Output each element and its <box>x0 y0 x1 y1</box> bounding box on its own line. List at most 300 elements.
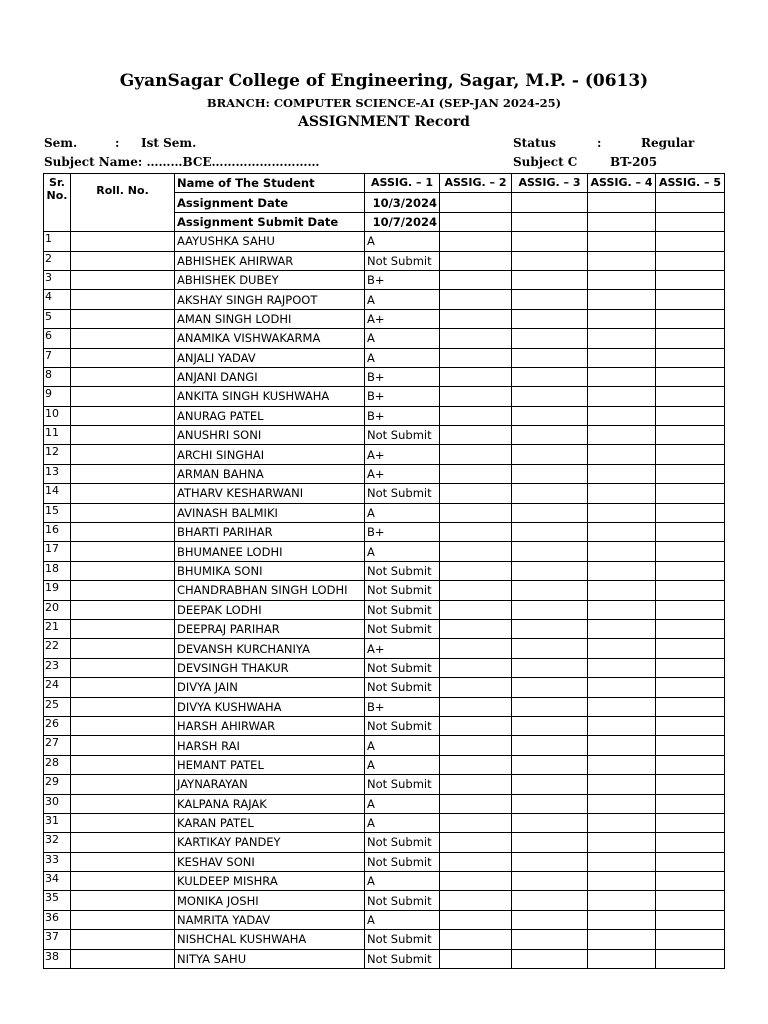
assig-1-grade-cell: B+ <box>365 697 440 716</box>
roll-no-cell <box>71 329 175 348</box>
assig-5-grade-cell <box>656 930 725 949</box>
assig-1-grade-cell: Not Submit <box>365 251 440 270</box>
table-row <box>44 251 725 270</box>
assig-3-grade-cell <box>512 542 588 561</box>
assignment-date-5 <box>656 193 725 212</box>
sr-no-cell: 9 <box>44 387 71 406</box>
student-name-cell: ABHISHEK AHIRWAR <box>175 251 365 270</box>
student-name-cell: HEMANT PATEL <box>175 755 365 774</box>
student-name-cell: DEEPAK LODHI <box>175 600 365 619</box>
assig-1-grade-cell: Not Submit <box>365 678 440 697</box>
table-row <box>44 329 725 348</box>
table-row <box>44 561 725 580</box>
student-name-cell: NISHCHAL KUSHWAHA <box>175 930 365 949</box>
sr-no-cell: 27 <box>44 736 71 755</box>
assig-4-grade-cell <box>588 678 656 697</box>
assig-5-grade-cell <box>656 329 725 348</box>
student-name-cell: BHARTI PARIHAR <box>175 523 365 542</box>
student-name-cell: ARCHI SINGHAI <box>175 445 365 464</box>
assig-5-grade-cell <box>656 542 725 561</box>
assig-4-grade-cell <box>588 367 656 386</box>
col-header-assig-1: ASSIG. – 1 <box>365 174 440 193</box>
assignment-date-2 <box>440 193 512 212</box>
sr-no-cell: 10 <box>44 406 71 425</box>
sem-colon: : <box>115 136 120 150</box>
sr-no-cell: 18 <box>44 561 71 580</box>
student-name-cell: KULDEEP MISHRA <box>175 872 365 891</box>
assig-5-grade-cell <box>656 232 725 251</box>
sr-no-cell: 36 <box>44 910 71 929</box>
roll-no-cell <box>71 367 175 386</box>
assig-2-grade-cell <box>440 290 512 309</box>
student-name-cell: HARSH RAI <box>175 736 365 755</box>
assig-2-grade-cell <box>440 503 512 522</box>
student-name-cell: AMAN SINGH LODHI <box>175 309 365 328</box>
assig-4-grade-cell <box>588 464 656 483</box>
col-header-roll-no: Roll. No. <box>71 174 175 232</box>
assig-3-grade-cell <box>512 232 588 251</box>
table-row <box>44 930 725 949</box>
assig-5-grade-cell <box>656 619 725 638</box>
assig-2-grade-cell <box>440 406 512 425</box>
assig-5-grade-cell <box>656 387 725 406</box>
assig-4-grade-cell <box>588 561 656 580</box>
assig-2-grade-cell <box>440 639 512 658</box>
assig-3-grade-cell <box>512 329 588 348</box>
table-row <box>44 309 725 328</box>
assig-5-grade-cell <box>656 813 725 832</box>
table-row <box>44 775 725 794</box>
assig-3-grade-cell <box>512 406 588 425</box>
submit-date-4 <box>588 212 656 231</box>
student-name-cell: BHUMIKA SONI <box>175 561 365 580</box>
assig-4-grade-cell <box>588 755 656 774</box>
sem-label: Sem. <box>44 136 78 150</box>
assig-1-grade-cell: Not Submit <box>365 484 440 503</box>
assig-4-grade-cell <box>588 949 656 968</box>
roll-no-cell <box>71 716 175 735</box>
roll-no-cell <box>71 619 175 638</box>
roll-no-cell <box>71 426 175 445</box>
assig-4-grade-cell <box>588 542 656 561</box>
assig-4-grade-cell <box>588 852 656 871</box>
assig-2-grade-cell <box>440 658 512 677</box>
roll-no-cell <box>71 348 175 367</box>
assig-3-grade-cell <box>512 251 588 270</box>
assig-2-grade-cell <box>440 348 512 367</box>
assig-2-grade-cell <box>440 426 512 445</box>
student-name-cell: KALPANA RAJAK <box>175 794 365 813</box>
assig-2-grade-cell <box>440 561 512 580</box>
sr-no-cell: 13 <box>44 464 71 483</box>
roll-no-cell <box>71 542 175 561</box>
assig-2-grade-cell <box>440 581 512 600</box>
sr-no-cell: 25 <box>44 697 71 716</box>
assig-1-grade-cell: Not Submit <box>365 949 440 968</box>
assig-1-grade-cell: Not Submit <box>365 716 440 735</box>
assig-5-grade-cell <box>656 426 725 445</box>
table-row <box>44 833 725 852</box>
assig-5-grade-cell <box>656 309 725 328</box>
sr-no-cell: 11 <box>44 426 71 445</box>
table-row <box>44 813 725 832</box>
header-row <box>44 174 725 193</box>
assig-3-grade-cell <box>512 775 588 794</box>
assig-5-grade-cell <box>656 794 725 813</box>
assig-3-grade-cell <box>512 813 588 832</box>
student-name-cell: DIVYA KUSHWAHA <box>175 697 365 716</box>
table-row <box>44 348 725 367</box>
assig-3-grade-cell <box>512 639 588 658</box>
sem-value: Ist Sem. <box>141 136 197 150</box>
table-row <box>44 600 725 619</box>
roll-no-cell <box>71 600 175 619</box>
roll-no-cell <box>71 290 175 309</box>
assig-4-grade-cell <box>588 619 656 638</box>
student-name-cell: ANURAG PATEL <box>175 406 365 425</box>
assig-1-grade-cell: A <box>365 542 440 561</box>
sr-no-cell: 22 <box>44 639 71 658</box>
assig-1-grade-cell: A+ <box>365 309 440 328</box>
roll-no-cell <box>71 251 175 270</box>
student-rows <box>44 232 725 969</box>
table-row <box>44 852 725 871</box>
roll-no-cell <box>71 930 175 949</box>
assig-2-grade-cell <box>440 329 512 348</box>
assignment-record-table <box>43 173 725 969</box>
sr-no-cell: 37 <box>44 930 71 949</box>
student-name-cell: AVINASH BALMIKI <box>175 503 365 522</box>
table-row <box>44 949 725 968</box>
assig-5-grade-cell <box>656 736 725 755</box>
assig-3-grade-cell <box>512 309 588 328</box>
table-row <box>44 581 725 600</box>
student-name-cell: DEVSINGH THAKUR <box>175 658 365 677</box>
assig-4-grade-cell <box>588 872 656 891</box>
assig-1-grade-cell: A+ <box>365 464 440 483</box>
sr-no-cell: 21 <box>44 619 71 638</box>
sr-no-cell: 4 <box>44 290 71 309</box>
assig-5-grade-cell <box>656 464 725 483</box>
subject-code-label: Subject C <box>513 155 578 169</box>
roll-no-cell <box>71 697 175 716</box>
assig-2-grade-cell <box>440 464 512 483</box>
record-title: ASSIGNMENT Record <box>298 114 470 130</box>
assig-3-grade-cell <box>512 852 588 871</box>
student-name-cell: ABHISHEK DUBEY <box>175 270 365 289</box>
assig-4-grade-cell <box>588 581 656 600</box>
table-row <box>44 794 725 813</box>
assig-1-grade-cell: Not Submit <box>365 930 440 949</box>
roll-no-cell <box>71 406 175 425</box>
assig-3-grade-cell <box>512 949 588 968</box>
assig-5-grade-cell <box>656 348 725 367</box>
assig-2-grade-cell <box>440 387 512 406</box>
assig-5-grade-cell <box>656 367 725 386</box>
assig-5-grade-cell <box>656 697 725 716</box>
sr-no-cell: 8 <box>44 367 71 386</box>
sr-no-cell: 30 <box>44 794 71 813</box>
sr-no-cell: 33 <box>44 852 71 871</box>
table-row <box>44 484 725 503</box>
assig-2-grade-cell <box>440 775 512 794</box>
sr-no-cell: 31 <box>44 813 71 832</box>
assig-2-grade-cell <box>440 736 512 755</box>
sr-no-cell: 12 <box>44 445 71 464</box>
submit-date-1: 10/7/2024 <box>365 212 440 231</box>
student-name-cell: HARSH AHIRWAR <box>175 716 365 735</box>
assig-5-grade-cell <box>656 581 725 600</box>
roll-no-cell <box>71 910 175 929</box>
roll-no-cell <box>71 813 175 832</box>
assig-3-grade-cell <box>512 697 588 716</box>
col-header-assig-2: ASSIG. – 2 <box>440 174 512 193</box>
assig-3-grade-cell <box>512 270 588 289</box>
roll-no-cell <box>71 503 175 522</box>
assig-1-grade-cell: Not Submit <box>365 581 440 600</box>
assig-3-grade-cell <box>512 930 588 949</box>
student-name-cell: NAMRITA YADAV <box>175 910 365 929</box>
assig-4-grade-cell <box>588 484 656 503</box>
assig-4-grade-cell <box>588 426 656 445</box>
assig-4-grade-cell <box>588 891 656 910</box>
assig-3-grade-cell <box>512 833 588 852</box>
table-row <box>44 367 725 386</box>
assig-2-grade-cell <box>440 872 512 891</box>
assig-2-grade-cell <box>440 813 512 832</box>
status-label: Status <box>513 136 557 150</box>
student-name-cell: DIVYA JAIN <box>175 678 365 697</box>
sr-no-cell: 16 <box>44 523 71 542</box>
roll-no-cell <box>71 639 175 658</box>
student-name-cell: ANKITA SINGH KUSHWAHA <box>175 387 365 406</box>
assig-5-grade-cell <box>656 775 725 794</box>
assig-1-grade-cell: B+ <box>365 387 440 406</box>
assig-2-grade-cell <box>440 445 512 464</box>
table-row <box>44 716 725 735</box>
assig-2-grade-cell <box>440 930 512 949</box>
submit-date-label: Assignment Submit Date <box>175 212 365 231</box>
assig-5-grade-cell <box>656 872 725 891</box>
sr-no-cell: 5 <box>44 309 71 328</box>
table-row <box>44 406 725 425</box>
assig-4-grade-cell <box>588 697 656 716</box>
assig-1-grade-cell: B+ <box>365 270 440 289</box>
roll-no-cell <box>71 484 175 503</box>
student-name-cell: ANAMIKA VISHWAKARMA <box>175 329 365 348</box>
assig-5-grade-cell <box>656 658 725 677</box>
assig-1-grade-cell: A+ <box>365 445 440 464</box>
roll-no-cell <box>71 581 175 600</box>
table-row <box>44 639 725 658</box>
assig-3-grade-cell <box>512 600 588 619</box>
assig-5-grade-cell <box>656 445 725 464</box>
table-row <box>44 910 725 929</box>
submit-date-5 <box>656 212 725 231</box>
assignment-date-1: 10/3/2024 <box>365 193 440 212</box>
assig-4-grade-cell <box>588 290 656 309</box>
roll-no-cell <box>71 891 175 910</box>
table-row <box>44 542 725 561</box>
table-row <box>44 697 725 716</box>
roll-no-cell <box>71 270 175 289</box>
roll-no-cell <box>71 872 175 891</box>
sr-no-cell: 32 <box>44 833 71 852</box>
table-row <box>44 736 725 755</box>
student-name-cell: DEVANSH KURCHANIYA <box>175 639 365 658</box>
table-row <box>44 290 725 309</box>
assig-3-grade-cell <box>512 426 588 445</box>
sr-no-cell: 34 <box>44 872 71 891</box>
assig-4-grade-cell <box>588 833 656 852</box>
assig-3-grade-cell <box>512 484 588 503</box>
student-name-cell: AAYUSHKA SAHU <box>175 232 365 251</box>
assig-4-grade-cell <box>588 270 656 289</box>
assig-1-grade-cell: A <box>365 813 440 832</box>
sr-no-cell: 17 <box>44 542 71 561</box>
roll-no-cell <box>71 387 175 406</box>
sr-no-cell: 7 <box>44 348 71 367</box>
table-row <box>44 426 725 445</box>
assig-1-grade-cell: A <box>365 872 440 891</box>
sr-no-cell: 28 <box>44 755 71 774</box>
assig-4-grade-cell <box>588 309 656 328</box>
assig-4-grade-cell <box>588 503 656 522</box>
assig-2-grade-cell <box>440 910 512 929</box>
assig-4-grade-cell <box>588 775 656 794</box>
assig-3-grade-cell <box>512 658 588 677</box>
assig-4-grade-cell <box>588 445 656 464</box>
assig-2-grade-cell <box>440 232 512 251</box>
assig-1-grade-cell: A <box>365 290 440 309</box>
student-name-cell: KARTIKAY PANDEY <box>175 833 365 852</box>
assignment-date-label: Assignment Date <box>175 193 365 212</box>
roll-no-cell <box>71 852 175 871</box>
roll-no-cell <box>71 678 175 697</box>
assig-1-grade-cell: A <box>365 794 440 813</box>
student-name-cell: KARAN PATEL <box>175 813 365 832</box>
assig-2-grade-cell <box>440 716 512 735</box>
assig-3-grade-cell <box>512 387 588 406</box>
roll-no-cell <box>71 755 175 774</box>
assignment-date-3 <box>512 193 588 212</box>
assig-2-grade-cell <box>440 600 512 619</box>
table-row <box>44 464 725 483</box>
subject-name: Subject Name: ………BCE……………………… <box>44 155 320 169</box>
submit-date-2 <box>440 212 512 231</box>
roll-no-cell <box>71 949 175 968</box>
assig-3-grade-cell <box>512 678 588 697</box>
assig-3-grade-cell <box>512 503 588 522</box>
assig-1-grade-cell: B+ <box>365 523 440 542</box>
sr-no-cell: 2 <box>44 251 71 270</box>
status-value: Regular <box>641 136 695 150</box>
table-row <box>44 445 725 464</box>
student-name-cell: ANJANI DANGI <box>175 367 365 386</box>
assig-3-grade-cell <box>512 736 588 755</box>
assig-5-grade-cell <box>656 484 725 503</box>
col-header-name: Name of The Student <box>175 174 365 193</box>
assig-2-grade-cell <box>440 794 512 813</box>
assig-2-grade-cell <box>440 833 512 852</box>
assignment-date-4 <box>588 193 656 212</box>
assig-1-grade-cell: A <box>365 232 440 251</box>
assig-4-grade-cell <box>588 232 656 251</box>
roll-no-cell <box>71 775 175 794</box>
student-name-cell: DEEPRAJ PARIHAR <box>175 619 365 638</box>
assig-4-grade-cell <box>588 387 656 406</box>
assig-4-grade-cell <box>588 600 656 619</box>
assig-2-grade-cell <box>440 697 512 716</box>
assig-1-grade-cell: Not Submit <box>365 891 440 910</box>
assig-3-grade-cell <box>512 581 588 600</box>
assig-1-grade-cell: B+ <box>365 406 440 425</box>
table-row <box>44 387 725 406</box>
assig-4-grade-cell <box>588 910 656 929</box>
roll-no-cell <box>71 561 175 580</box>
assig-1-grade-cell: A <box>365 736 440 755</box>
col-header-assig-4: ASSIG. – 4 <box>588 174 656 193</box>
assig-1-grade-cell: Not Submit <box>365 600 440 619</box>
assig-5-grade-cell <box>656 251 725 270</box>
sr-no-cell: 3 <box>44 270 71 289</box>
assig-5-grade-cell <box>656 503 725 522</box>
assig-1-grade-cell: A <box>365 329 440 348</box>
assig-3-grade-cell <box>512 910 588 929</box>
assig-2-grade-cell <box>440 542 512 561</box>
student-name-cell: KESHAV SONI <box>175 852 365 871</box>
assig-3-grade-cell <box>512 794 588 813</box>
sr-no-cell: 19 <box>44 581 71 600</box>
assig-5-grade-cell <box>656 406 725 425</box>
assig-4-grade-cell <box>588 251 656 270</box>
table-row <box>44 523 725 542</box>
assig-5-grade-cell <box>656 523 725 542</box>
assig-5-grade-cell <box>656 910 725 929</box>
assig-2-grade-cell <box>440 251 512 270</box>
assig-4-grade-cell <box>588 348 656 367</box>
sr-no-cell: 38 <box>44 949 71 968</box>
assig-4-grade-cell <box>588 639 656 658</box>
assig-4-grade-cell <box>588 523 656 542</box>
assig-3-grade-cell <box>512 464 588 483</box>
assig-1-grade-cell: Not Submit <box>365 852 440 871</box>
college-title: GyanSagar College of Engineering, Sagar, M.P. - (0613) <box>119 71 649 91</box>
roll-no-cell <box>71 232 175 251</box>
assig-2-grade-cell <box>440 949 512 968</box>
table-row <box>44 891 725 910</box>
col-header-assig-3: ASSIG. – 3 <box>512 174 588 193</box>
sr-no-cell: 6 <box>44 329 71 348</box>
assig-2-grade-cell <box>440 755 512 774</box>
table-row <box>44 619 725 638</box>
assig-5-grade-cell <box>656 891 725 910</box>
assig-3-grade-cell <box>512 290 588 309</box>
roll-no-cell <box>71 309 175 328</box>
student-name-cell: ANJALI YADAV <box>175 348 365 367</box>
col-header-sr-no: Sr. No. <box>44 174 71 232</box>
assig-1-grade-cell: B+ <box>365 367 440 386</box>
branch-subtitle: BRANCH: COMPUTER SCIENCE-AI (SEP-JAN 2024-25) <box>206 96 562 110</box>
assig-3-grade-cell <box>512 348 588 367</box>
assig-4-grade-cell <box>588 930 656 949</box>
assig-5-grade-cell <box>656 600 725 619</box>
assig-3-grade-cell <box>512 716 588 735</box>
roll-no-cell <box>71 833 175 852</box>
student-name-cell: MONIKA JOSHI <box>175 891 365 910</box>
student-name-cell: ARMAN BAHNA <box>175 464 365 483</box>
roll-no-cell <box>71 658 175 677</box>
